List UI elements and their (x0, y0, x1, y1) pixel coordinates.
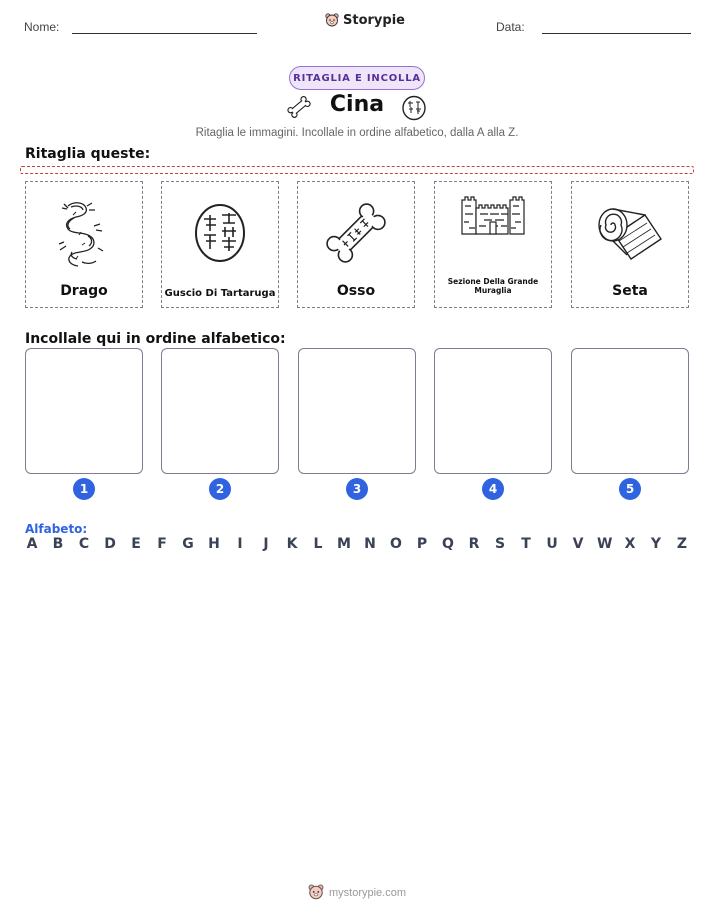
bear-mascot-icon (308, 884, 324, 901)
slot-number-1: 1 (73, 478, 95, 500)
page-title: Cina (329, 92, 385, 117)
cut-card-bone[interactable] (297, 181, 415, 308)
cut-card-dragon[interactable] (25, 181, 143, 308)
card-label: Osso (336, 283, 376, 299)
alphabet-letter: A (26, 536, 38, 552)
paste-slot-5[interactable] (571, 348, 689, 474)
alphabet-letter: N (364, 536, 376, 552)
great-wall-icon (460, 192, 526, 236)
alphabet-letter: H (208, 536, 220, 552)
alphabet-letter: U (546, 536, 558, 552)
alphabet-letter: O (390, 536, 402, 552)
name-label: Nome: (24, 20, 60, 34)
cut-card-turtle-shell[interactable] (161, 181, 279, 308)
alphabet-letter: M (337, 536, 351, 552)
card-label: Seta (612, 283, 648, 299)
paste-slot-4[interactable] (434, 348, 552, 474)
cut-card-silk[interactable] (571, 181, 689, 308)
alphabet-letter: L (313, 536, 323, 552)
alphabet-letter: B (52, 536, 64, 552)
alphabet-letter: J (263, 536, 269, 552)
alphabet-letter: Q (442, 536, 454, 552)
card-label: Sezione Della Grande Muraglia (447, 277, 539, 295)
alphabet-letter: C (78, 536, 90, 552)
alphabet-row (25, 536, 689, 552)
alphabet-letter: D (104, 536, 116, 552)
alphabet-letter: K (286, 536, 298, 552)
alphabet-letter: V (572, 536, 584, 552)
paste-slot-2[interactable] (161, 348, 279, 474)
bone-icon (323, 198, 389, 268)
brand-logo (325, 13, 405, 28)
alphabet-letter: P (416, 536, 428, 552)
paste-slot-1[interactable] (25, 348, 143, 474)
card-label: Guscio Di Tartaruga (164, 288, 276, 299)
brand-name: Storypie (343, 13, 405, 28)
alphabet-heading: Alfabeto: (25, 522, 88, 536)
slot-number-2: 2 (209, 478, 231, 500)
cut-heading: Ritaglia queste: (25, 146, 151, 162)
dragon-icon (54, 198, 114, 268)
footer-url[interactable]: mystorypie.com (328, 886, 407, 899)
alphabet-letter: X (624, 536, 636, 552)
cut-card-great-wall[interactable] (434, 181, 552, 308)
instructions: Ritaglia le immagini. Incollale in ordine alfabetico, dalla A alla Z. (195, 127, 519, 139)
bear-mascot-icon (325, 13, 339, 28)
slot-number-5: 5 (619, 478, 641, 500)
alphabet-letter: W (597, 536, 613, 552)
footer (0, 884, 714, 901)
alphabet-letter: R (468, 536, 480, 552)
alphabet-letter: E (131, 536, 141, 552)
alphabet-letter: T (521, 536, 531, 552)
alphabet-letter: Z (676, 536, 688, 552)
slot-number-4: 4 (482, 478, 504, 500)
alphabet-letter: F (157, 536, 167, 552)
paste-slot-3[interactable] (298, 348, 416, 474)
turtle-shell-icon (401, 95, 427, 121)
paste-heading: Incollale qui in ordine alfabetico: (25, 331, 286, 347)
alphabet-letter: G (182, 536, 194, 552)
date-line[interactable] (542, 33, 691, 34)
turtle-shell-icon (192, 201, 248, 265)
alphabet-letter: Y (650, 536, 662, 552)
activity-badge: RITAGLIA E INCOLLA (289, 66, 425, 90)
alphabet-letter: I (237, 536, 243, 552)
cut-line (20, 166, 694, 174)
date-label: Data: (496, 20, 525, 34)
slot-number-3: 3 (346, 478, 368, 500)
alphabet-letter: S (494, 536, 506, 552)
name-line[interactable] (72, 33, 257, 34)
card-label: Drago (60, 283, 108, 299)
silk-roll-icon (595, 201, 665, 265)
